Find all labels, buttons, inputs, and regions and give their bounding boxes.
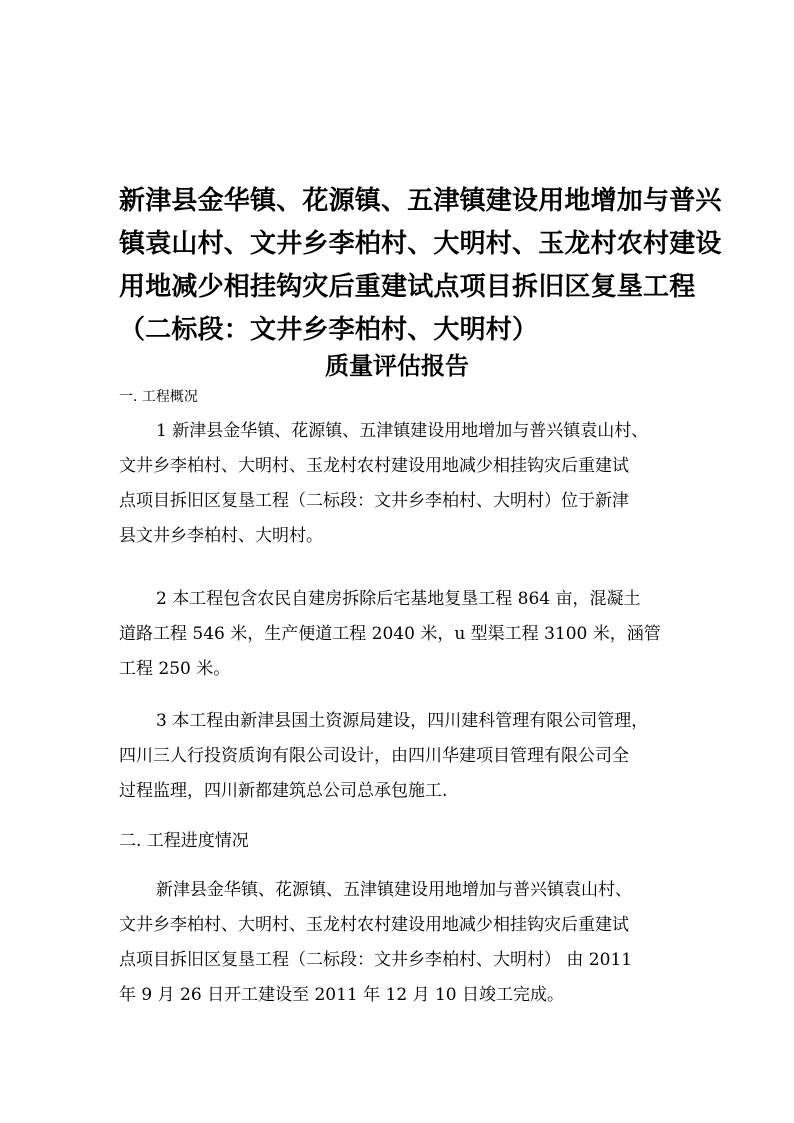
document-title [119,180,722,352]
paragraph-line: 点项目拆旧区复垦工程（二标段：文井乡李柏村、大明村）位于新津 [119,491,629,511]
paragraph-scope [119,582,679,687]
paragraph-line: 过程监理，四川新都建筑总公司总承包施工. [119,781,448,801]
paragraph-line: 四川三人行投资质询有限公司设计，由四川华建项目管理有限公司全 [119,746,629,766]
paragraph-line: 新津县金华镇、花源镇、五津镇建设用地增加与普兴镇袁山村、 [156,880,632,900]
title-line: （二标段：文井乡李柏村、大明村） [119,315,539,345]
paragraph-line: 文井乡李柏村、大明村、玉龙村农村建设用地减少相挂钩灾后重建试 [119,915,629,935]
paragraph-line: 文井乡李柏村、大明村、玉龙村农村建设用地减少相挂钩灾后重建试 [119,456,629,476]
paragraph-line: 工程 250 米。 [119,659,231,679]
document-subtitle: 质量评估报告 [325,351,469,380]
paragraph-parties [119,704,679,809]
paragraph-line: 3 本工程由新津县国土资源局建设，四川建科管理有限公司管理， [156,711,649,731]
title-line: 新津县金华镇、花源镇、五津镇建设用地增加与普兴 [119,186,722,216]
paragraph-line: 1 新津县金华镇、花源镇、五津镇建设用地增加与普兴镇袁山村、 [156,421,649,441]
paragraph-location [119,414,679,554]
paragraph-line: 年 9 月 26 日开工建设至 2011 年 12 月 10 日竣工完成。 [119,985,565,1005]
title-line: 镇袁山村、文井乡李柏村、大明村、玉龙村农村建设 [119,229,722,259]
paragraph-line: 2 本工程包含农民自建房拆除后宅基地复垦工程 864 亩，混凝土 [156,589,641,609]
title-line: 用地减少相挂钩灾后重建试点项目拆旧区复垦工程 [119,272,696,302]
section-heading-progress: 二. 工程进度情况 [119,831,249,851]
paragraph-progress [119,873,679,1013]
section-heading-overview: 一. 工程概况 [119,389,198,405]
paragraph-line: 道路工程 546 米，生产便道工程 2040 米，u 型渠工程 3100 米，涵管 [119,624,661,644]
paragraph-line: 县文井乡李柏村、大明村。 [119,526,323,546]
paragraph-line: 点项目拆旧区复垦工程（二标段：文井乡李柏村、大明村） 由 2011 [119,950,633,970]
